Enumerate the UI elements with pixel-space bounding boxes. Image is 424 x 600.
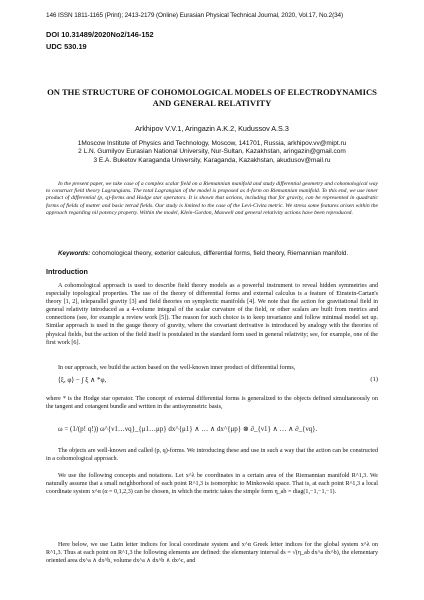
paragraph-6: Here below, we use Latin letter indices for local coordinate system and x^α Greek letter indices for the global system x^λ on R^1,3. Thus at each point on R^1,3 the following elements are defined: the elementary interval ds = √(η_ab dx^a dx^b), the elementary oriented area dx^a ∧ dx^b, volume dx^a ∧ dx^b ∧ dx^c, and (46, 542, 378, 565)
section-title: Introduction (46, 267, 88, 276)
authors: Arkhipov V.V.1, Aringazin A.K.2, Kudussov A.S.3 (135, 124, 289, 133)
doi: DOI 10.31489/2020No2/146-152 (46, 30, 154, 39)
equation-2: ω = (1/(p! q!)) ω^{ν1…νq}_{μ1…μp} dx^{μ1} ∧ … ∧ dx^{μp} ⊗ ∂_{ν1} ∧ … ∧ ∂_{νq}. (58, 425, 318, 433)
udc: UDC 530.19 (46, 42, 87, 51)
paragraph-4: The objects are well-known and called (p, q)-forms. We introducing these and use in such a way that the action can be constructed in a cohomological approach. (46, 448, 378, 463)
affiliation-2: 2 L.N. Gumilyov Eurasian National University, Nur-Sultan, Kazakhstan, aringazin@gmail.com (78, 148, 346, 156)
equation-1-number: (1) (370, 376, 378, 383)
affiliation-1: 1Moscow Institute of Physics and Technology, Moscow, 141701, Russia, arkhipov.vv@mipt.ru (77, 140, 347, 147)
affiliations (46, 140, 378, 165)
keywords-label: Keywords: (58, 250, 91, 257)
paragraph-5: We use the following concepts and notations. Let x^λ be coordinates in a certain area of the Riemannian manifold R^1,3. We naturally assume that a small neighborhood of each point R^1,3 is isomorphic to Minkowski space. That is, at each point R^1,3 a local coordinate system x^α (α = 0,1,2,3) can be chosen, in which the metric takes the simple form η_ab = diag(1,−1,−1,−1). (46, 473, 378, 496)
paper-title: ON THE STRUCTURE OF COHOMOLOGICAL MODELS OF ELECTRODYNAMICS AND GENERAL RELATIVITY (47, 87, 377, 108)
keywords-text: cohomological theory, exterior calculus, differential forms, field theory, Riemannian manifold. (90, 250, 349, 257)
equation-1: ⟨ξ, φ⟩ − ∫ ξ ∧ *φ, (58, 376, 107, 384)
running-head: 146 ISSN 1811-1165 (Print); 2413-2179 (Online) Eurasian Physical Technical Journal, 2020, Vol.17, No.2(34) (46, 12, 344, 19)
keywords (46, 250, 378, 258)
paragraph-3: where * is the Hodge star operator. The concept of external differential forms is generalized to the objects defined simultaneously on the tangent and cotangent bundle and written in the antisymmetric basis, (46, 396, 378, 411)
abstract: In the present paper, we take case of a complex scalar field on a Riemannian manifold and study differential geometry and cohomological way to construct field theory Lagrangians. The total Lagrangian of the model is proposed as 4-form on Riemannian manifold. To this end, we use inner product of differential (p, q)-forms and Hodge star operators. It is shown that actions, including that for gravity, can be represented in quadratic forms of fields of matter and basic tetrad fields. Our study is limited to the case of the Levi-Civita metric. We stress some features arisen within the approach regarding nil potency property. Within the model, Klein-Gordon, Maxwell and general relativity actions have been reproduced. (46, 181, 378, 216)
paragraph-2: In our approach, we build the action based on the well-known inner product of differential forms, (58, 365, 296, 371)
paragraph-1: A cohomological approach is used to describe field theory models as a powerful instrument to reveal hidden symmetries and especially topological properties. The use of the theory of differential forms and external calculus is a feature of Einstein-Cartan's theory [1, 2], teleparallel gravity [3] and field theories on symplectic manifolds [4]. We note that the action for gravitational field in general relativity introduced as a 4-volume integral of the scalar curvature of the field, or other scalars are built from metrics and connections (see, for example a review work [5]). The reason for such choice is to keep invariance and follow minimal model set up. Similar approach is used in the gauge theory of gravity, where the covariant derivative is introduced by analogy with the theories of physical fields, but the action of the field itself is postulated in the standard form used in general relativity; see, for example, one of the first work [6]. (46, 283, 378, 346)
affiliation-3: 3 E.A. Buketov Karaganda University, Karaganda, Kazakhstan, akudusov@mail.ru (93, 156, 331, 164)
